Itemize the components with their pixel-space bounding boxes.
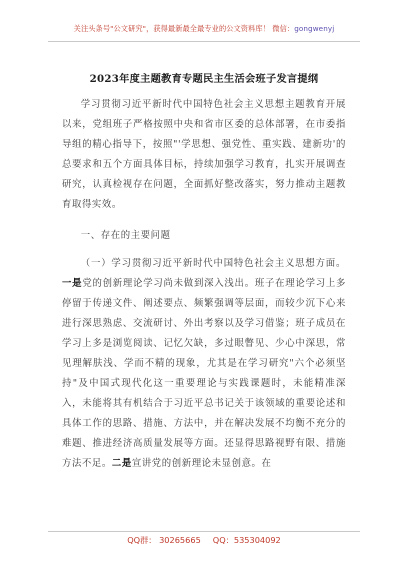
- document-title: 2023年度主题教育专题民主生活会班子发言提纲: [89, 73, 319, 85]
- document-body: [62, 95, 346, 474]
- subsection-paragraph: [62, 254, 346, 474]
- subsection-lead: （一）学习贯彻习近平新时代中国特色社会主义思想方面。: [80, 258, 346, 269]
- point-two-label: 二是: [111, 458, 132, 469]
- section-heading: 一、存在的主要问题: [80, 230, 171, 241]
- intro-paragraph: 学习贯彻习近平新时代中国特色社会主义思想主题教育开展以来，党组班子严格按照中央和省市区委的总体部署，在市委指导组的精心指导下，按照"'学思想、强党性、重实践、建新功'的总要求和五个方面具体目标，持续加强学习教育，扎实开展调查研究，认真检视存在问题，全面抓好整改落实，努力推动主题教育取得实效。: [62, 99, 346, 210]
- point-one-text: 党的创新理论学习尚未做到深入浅出。班子在理论学习上多停留于传递文件、阐述要点、频繁强调等层面，而较少沉下心来进行深思熟虑、交流研讨、外出考察以及学习借鉴；班子成员在学习上多是浏览阅读、记忆欠缺，多过眼瞥见、少心中深思，常见理解肤浅、学而不精的现象，尤其是在学习研究"六个必须坚持"及中国式现代化这一重要理论与实践课题时，未能精准深入，未能将其有机结合于习近平总书记关于该领域的重要论述和具体工作的思路、措施、方法中，并在解决发展不均衡不充分的难题、推进经济高质量发展等方面。还显得思路视野有限、措施方法不足。: [62, 278, 347, 469]
- point-one-label: 一是: [62, 278, 83, 289]
- header-divider: [48, 41, 360, 42]
- point-two-text: 宣讲党的创新理论未显创意。在: [131, 458, 272, 469]
- contact-footer: [0, 535, 408, 546]
- promo-banner: [0, 24, 408, 34]
- wechat-handle: gongwenyj: [294, 24, 335, 33]
- promo-banner-text: 关注头条号"公文研究"，获得最新最全最专业的公文资料库！ 微信：: [73, 24, 295, 33]
- qq-number: QQ：535304092: [212, 535, 281, 545]
- footer-divider: [48, 531, 360, 532]
- qq-group: QQ群： 30265665: [127, 535, 201, 545]
